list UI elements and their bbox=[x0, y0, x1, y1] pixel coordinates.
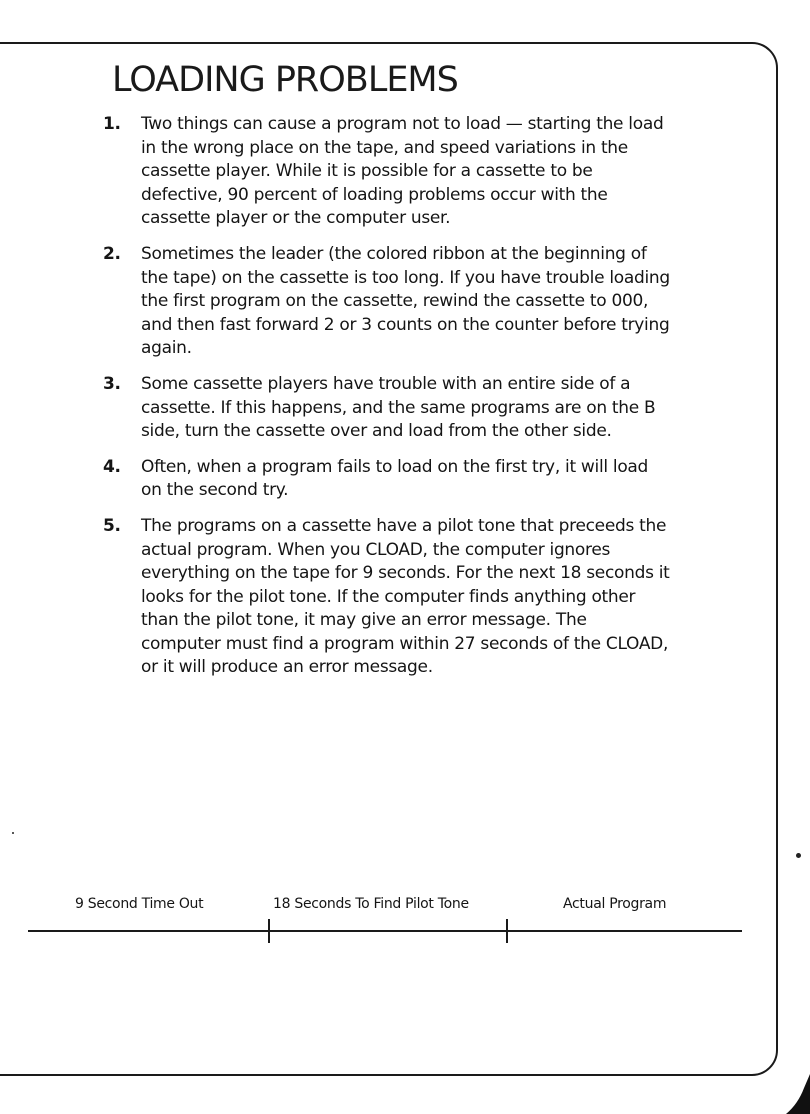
timeline-tick bbox=[268, 919, 270, 943]
list-item bbox=[100, 243, 670, 361]
item-text: Two things can cause a program not to load — starting the load in the wrong place on the tape, and speed variations in the cassette player. While it is possible for a cassette to be defective, 90 percent of loading problems occur with the cassette player or the computer user. bbox=[141, 114, 664, 229]
timeline-label-pilot-tone: 18 Seconds To Find Pilot Tone bbox=[273, 896, 469, 912]
timeline-axis bbox=[28, 930, 742, 932]
item-text: The programs on a cassette have a pilot tone that preceeds the actual program. When you CLOAD, the computer ignores everything on the tape for 9 seconds. For the next 18 seconds it looks for the pilot tone. If the computer finds anything other than the pilot tone, it may give an error message. The computer must find a program within 27 seconds of the CLOAD, or it will produce an error message. bbox=[141, 515, 670, 678]
list-item bbox=[100, 373, 670, 444]
list-item bbox=[100, 515, 670, 680]
list-item bbox=[100, 113, 670, 231]
problem-list bbox=[100, 113, 670, 692]
item-number: 3. bbox=[103, 373, 121, 394]
item-number: 2. bbox=[103, 243, 121, 264]
timeline-label-actual-program: Actual Program bbox=[563, 896, 667, 912]
timeline-tick bbox=[506, 919, 508, 943]
tape-timeline-diagram bbox=[0, 880, 810, 960]
dust-speck bbox=[12, 832, 14, 834]
list-item bbox=[100, 456, 670, 503]
item-number: 4. bbox=[103, 456, 121, 477]
item-number: 5. bbox=[103, 515, 121, 536]
page-corner-mark bbox=[784, 1074, 810, 1114]
item-text: Sometimes the leader (the colored ribbon at the beginning of the tape) on the cassette is too long. If you have trouble loading the first program on the cassette, rewind the cassette to 000, and then fast forward 2 or 3 counts on the counter before trying again. bbox=[141, 243, 670, 359]
timeline-label-timeout: 9 Second Time Out bbox=[75, 896, 204, 912]
dust-speck bbox=[796, 853, 801, 858]
item-text: Some cassette players have trouble with an entire side of a cassette. If this happens, and the same programs are on the B side, turn the cassette over and load from the other side. bbox=[141, 373, 656, 442]
item-text: Often, when a program fails to load on the first try, it will load on the second try. bbox=[141, 456, 649, 501]
page-title: LOADING PROBLEMS bbox=[112, 60, 458, 100]
item-number: 1. bbox=[103, 114, 121, 134]
